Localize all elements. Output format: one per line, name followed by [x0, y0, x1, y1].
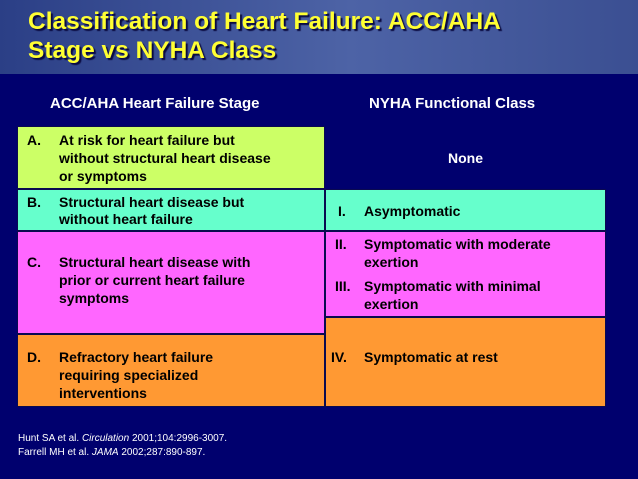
nyha-none-label: None	[448, 150, 483, 166]
stage-b-line-1: Structural heart disease but	[59, 194, 245, 210]
stage-d-line-2: requiring specialized	[59, 367, 199, 383]
slide-title-line-2: Stage vs NYHA Class	[28, 37, 277, 64]
stage-c-letter: C.	[27, 254, 41, 270]
nyha-class-iii-numeral: III.	[335, 278, 351, 294]
reference-2	[18, 447, 205, 459]
nyha-class-iv-numeral: IV.	[331, 349, 347, 365]
reference-2-authors: Farrell MH et al.	[18, 447, 90, 458]
stage-c-line-3: symptoms	[59, 290, 130, 306]
nyha-class-i-numeral: I.	[338, 203, 346, 219]
stage-d-line-1: Refractory heart failure	[59, 349, 214, 365]
slide-title-line-1: Classification of Heart Failure: ACC/AHA	[28, 8, 501, 35]
stage-c-line-1: Structural heart disease with	[59, 254, 251, 270]
stage-d-letter: D.	[27, 349, 41, 365]
reference-1	[18, 433, 227, 445]
nyha-none-cell	[325, 126, 606, 189]
stage-a-cell	[17, 126, 325, 189]
reference-2-citation: 2002;287:890-897.	[121, 447, 206, 458]
nyha-class-ii-line-2: exertion	[364, 254, 419, 270]
column-header-acc-aha: ACC/AHA Heart Failure Stage	[50, 95, 260, 112]
nyha-class-iii-line-2: exertion	[364, 296, 419, 312]
stage-c-cell	[17, 231, 325, 334]
stage-a-line-2: without structural heart disease	[59, 150, 271, 166]
stage-c-line-2: prior or current heart failure	[59, 272, 245, 288]
nyha-class-i-cell	[325, 189, 606, 231]
stage-b-line-2: without heart failure	[59, 211, 193, 227]
nyha-class-i-text: Asymptomatic	[364, 203, 461, 219]
reference-2-journal: JAMA	[91, 447, 119, 458]
stage-a-letter: A.	[27, 132, 41, 148]
stage-a-line-1: At risk for heart failure but	[59, 132, 235, 148]
nyha-class-ii-line-1: Symptomatic with moderate	[364, 236, 551, 252]
reference-1-authors: Hunt SA et al.	[18, 433, 80, 444]
nyha-class-iv-cell	[325, 317, 606, 407]
reference-1-journal: Circulation	[81, 433, 130, 444]
nyha-class-iii-line-1: Symptomatic with minimal	[364, 278, 541, 294]
nyha-class-ii-iii-cell	[325, 231, 606, 317]
stage-d-line-3: interventions	[59, 385, 147, 401]
nyha-class-iv-text: Symptomatic at rest	[364, 349, 498, 365]
reference-1-citation: 2001;104:2996-3007.	[131, 433, 228, 444]
stage-a-line-3: or symptoms	[59, 168, 147, 184]
stage-d-cell	[17, 334, 325, 407]
nyha-class-ii-numeral: II.	[335, 236, 347, 252]
stage-b-cell	[17, 189, 325, 231]
stage-b-letter: B.	[27, 194, 41, 210]
column-header-nyha: NYHA Functional Class	[369, 95, 536, 112]
